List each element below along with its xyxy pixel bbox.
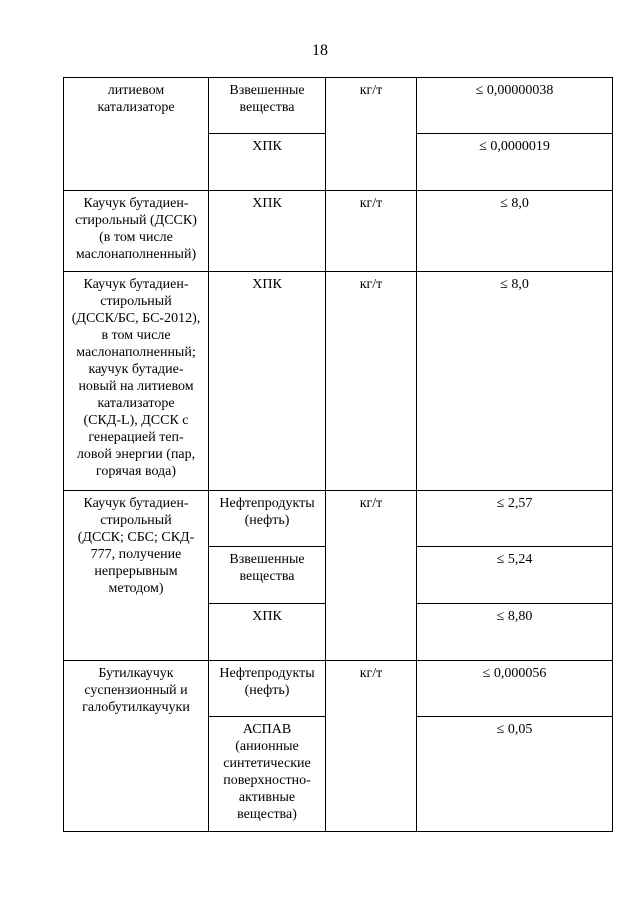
value-cell: ≤ 0,0000019: [417, 134, 613, 191]
table-row: [64, 661, 613, 717]
table-row: [64, 491, 613, 547]
parameter-cell: Взвешенные вещества: [209, 78, 326, 134]
product-cell: Каучук бутадиен- стирольный (ДССК) (в том числе маслонаполненный): [64, 191, 209, 272]
value-cell: ≤ 8,80: [417, 604, 613, 661]
parameter-cell: Взвешенные вещества: [209, 547, 326, 604]
unit-cell: кг/т: [326, 78, 417, 191]
value-cell: ≤ 0,000056: [417, 661, 613, 717]
page-number: 18: [312, 42, 328, 59]
product-cell: Бутилкаучук суспензионный и галобутилкаучуки: [64, 661, 209, 832]
parameter-cell: Нефтепродукты (нефть): [209, 661, 326, 717]
parameter-cell: ХПК: [209, 191, 326, 272]
table-row: [64, 191, 613, 272]
unit-cell: кг/т: [326, 191, 417, 272]
parameter-cell: Нефтепродукты (нефть): [209, 491, 326, 547]
norms-table: [63, 77, 613, 832]
parameter-cell: АСПАВ (анионные синтетические поверхностно- активные вещества): [209, 717, 326, 832]
product-cell: Каучук бутадиен- стирольный (ДССК/БС, БС-2012), в том числе маслонаполненный; каучук бутадие- новый на литиевом катализаторе (СКД-L), ДССК с генерацией теп- ловой энергии (пар, горячая вода): [64, 272, 209, 491]
parameter-cell: ХПК: [209, 134, 326, 191]
product-cell: Каучук бутадиен- стирольный (ДССК; СБС; СКД- 777, получение непрерывным методом): [64, 491, 209, 661]
parameter-cell: ХПК: [209, 272, 326, 491]
value-cell: ≤ 8,0: [417, 191, 613, 272]
parameter-cell: ХПК: [209, 604, 326, 661]
unit-cell: кг/т: [326, 661, 417, 832]
table-row: [64, 272, 613, 491]
value-cell: ≤ 5,24: [417, 547, 613, 604]
product-cell: литиевом катализаторе: [64, 78, 209, 191]
value-cell: ≤ 2,57: [417, 491, 613, 547]
table-row: [64, 78, 613, 134]
value-cell: ≤ 0,00000038: [417, 78, 613, 134]
value-cell: ≤ 0,05: [417, 717, 613, 832]
unit-cell: кг/т: [326, 491, 417, 661]
value-cell: ≤ 8,0: [417, 272, 613, 491]
unit-cell: кг/т: [326, 272, 417, 491]
